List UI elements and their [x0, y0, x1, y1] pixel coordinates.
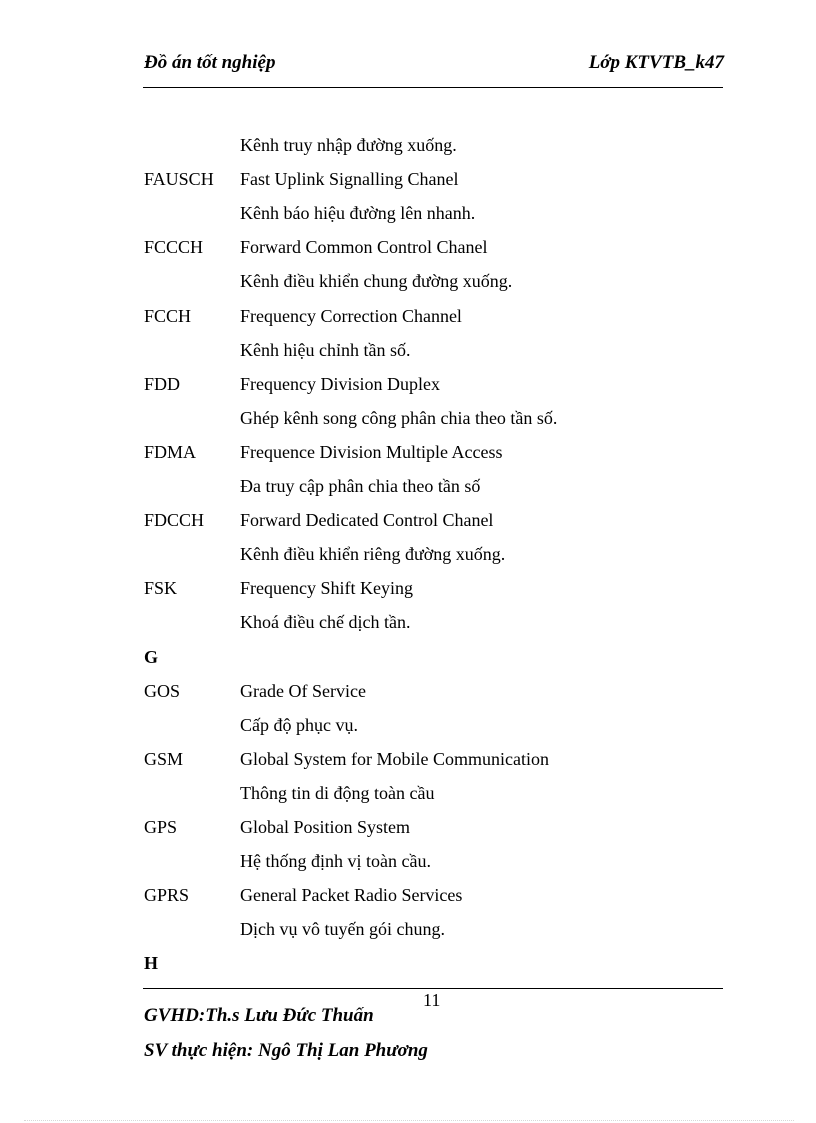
section-letter: G [144, 646, 159, 667]
page-header-right: Lớp KTVTB_k47 [588, 52, 724, 73]
abbreviation-translation: Kênh điều khiển chung đường xuống. [240, 271, 513, 292]
abbreviation-translation: Kênh truy nhập đường xuống. [240, 135, 457, 155]
abbreviation-term: FCCH [144, 305, 192, 326]
abbreviation-term: FCCCH [144, 237, 204, 258]
abbreviation-expansion: Frequency Division Duplex [240, 373, 440, 394]
abbreviation-translation: Hệ thống định vị toàn cầu. [240, 851, 431, 872]
section-letter: H [144, 953, 159, 974]
abbreviation-translation: Kênh hiệu chỉnh tần số. [240, 339, 411, 360]
footer-student: SV thực hiện: Ngô Thị Lan Phương [144, 1040, 428, 1061]
abbreviation-expansion: Frequence Division Multiple Access [240, 441, 503, 462]
abbreviation-expansion: Fast Uplink Signalling Chanel [240, 169, 459, 190]
footer-divider [143, 988, 723, 989]
abbreviation-term: GOS [144, 680, 181, 701]
abbreviation-translation: Ghép kênh song công phân chia theo tần số. [240, 407, 558, 428]
abbreviation-expansion: Global System for Mobile Communication [240, 748, 549, 769]
abbreviation-translation: Thông tin di động toàn cầu [240, 782, 435, 803]
abbreviation-term: FDCCH [144, 510, 205, 531]
header-divider [143, 87, 723, 88]
abbreviation-expansion: Grade Of Service [240, 680, 366, 701]
abbreviation-expansion: Forward Dedicated Control Chanel [240, 510, 494, 531]
abbreviation-term: FSK [144, 578, 178, 599]
abbreviation-translation: Kênh điều khiển riêng đường xuống. [240, 544, 506, 565]
abbreviation-translation: Cấp độ phục vụ. [240, 714, 358, 735]
abbreviation-expansion: Frequency Correction Channel [240, 305, 462, 326]
abbreviation-expansion: Forward Common Control Chanel [240, 237, 488, 258]
abbreviation-expansion: General Packet Radio Services [240, 885, 463, 906]
footer-supervisor: GVHD:Th.s Lưu Đức Thuấn [144, 1005, 374, 1026]
abbreviation-translation: Đa truy cập phân chia theo tần số [240, 476, 481, 496]
abbreviation-expansion: Global Position System [240, 817, 411, 837]
abbreviation-term: FAUSCH [144, 169, 214, 190]
abbreviation-term: GPRS [144, 885, 190, 906]
page-edge [24, 1120, 794, 1121]
abbreviation-translation: Kênh báo hiệu đường lên nhanh. [240, 203, 476, 224]
abbreviation-expansion: Frequency Shift Keying [240, 578, 413, 599]
abbreviation-translation: Khoá điều chế dịch tần. [240, 612, 411, 633]
abbreviation-term: GPS [144, 817, 178, 837]
page-number: 11 [423, 990, 441, 1010]
abbreviation-term: GSM [144, 748, 184, 769]
abbreviation-term: FDD [144, 373, 181, 394]
abbreviation-translation: Dịch vụ vô tuyến gói chung. [240, 919, 445, 940]
abbreviation-term: FDMA [144, 441, 197, 462]
page-header-left: Đồ án tốt nghiệp [144, 52, 276, 73]
